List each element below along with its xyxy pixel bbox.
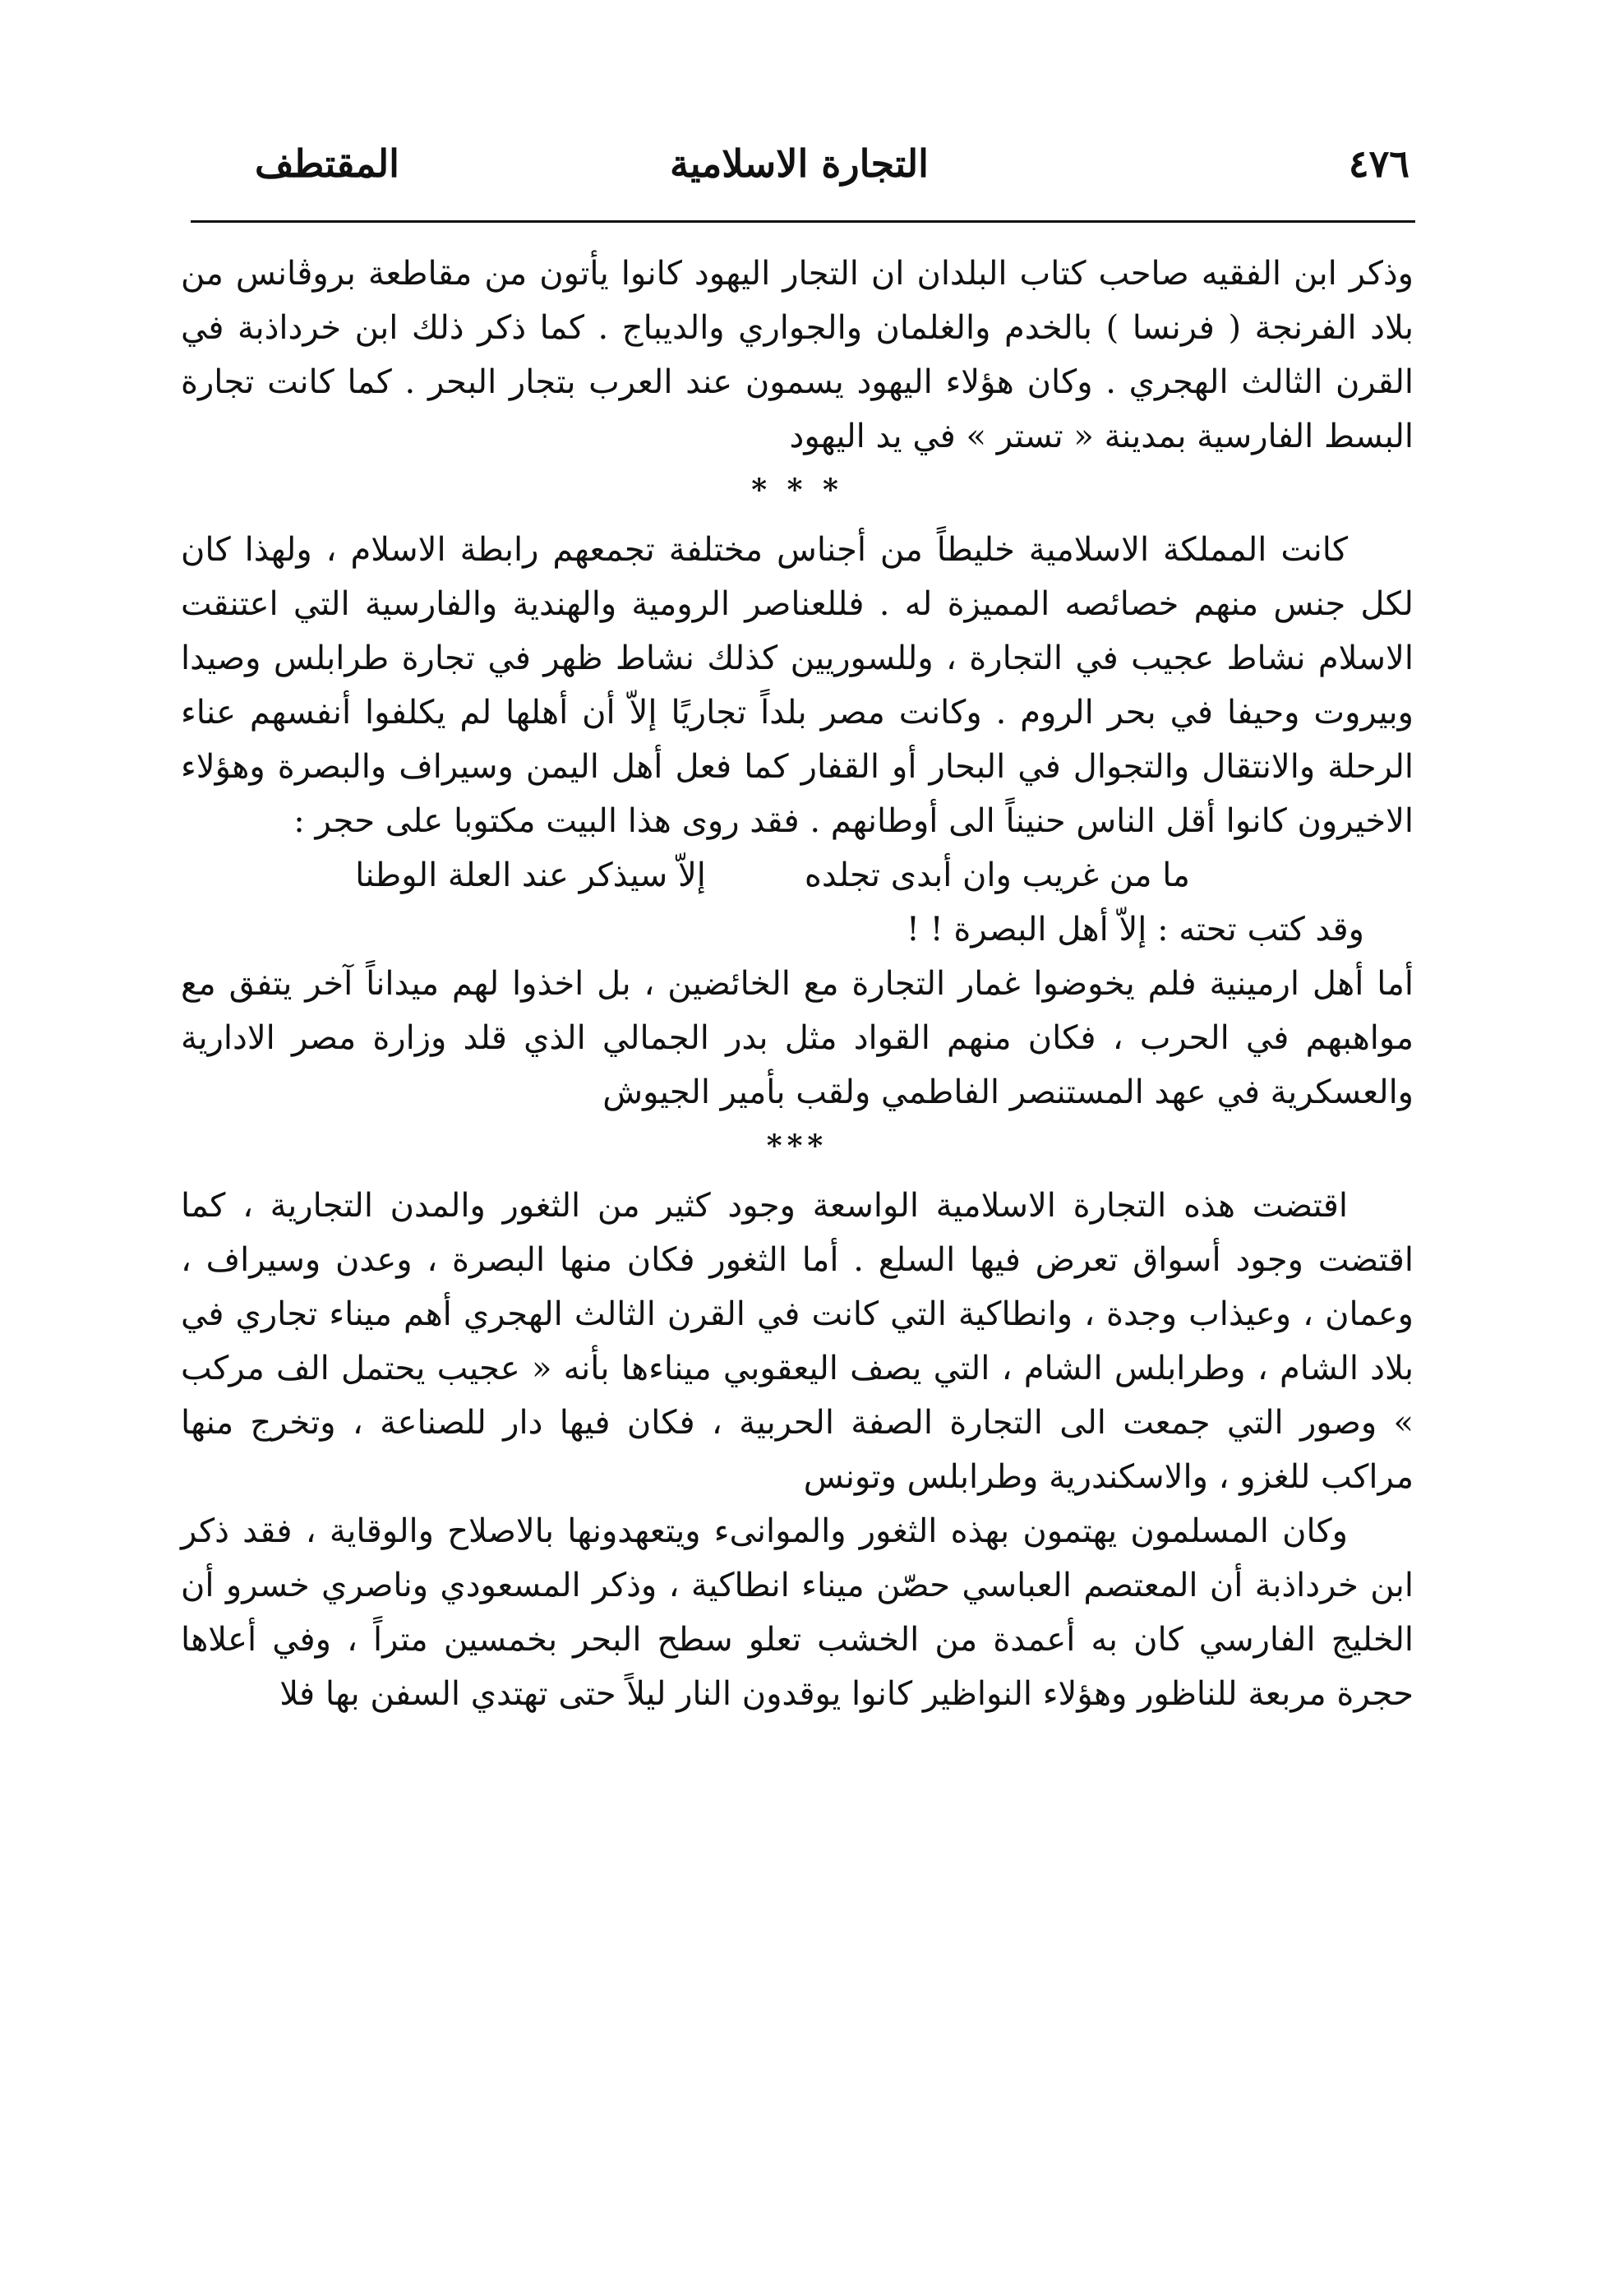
- verse-second-hemistich: إلاّ سيذكر عند العلة الوطنا: [355, 856, 706, 894]
- section-separator: * * *: [751, 473, 843, 507]
- page-header: [189, 141, 1409, 207]
- poem-verse: [181, 848, 1414, 902]
- running-title: التجارة الاسلامية: [670, 141, 929, 186]
- journal-name: المقتطف: [255, 141, 399, 186]
- verse-first-hemistich: ما من غريب وان أبدى تجلده: [804, 856, 1190, 894]
- article-body: [181, 247, 1414, 1721]
- header-divider: [191, 220, 1415, 223]
- verse-caption: وقد كتب تحته : إلاّ أهل البصرة ! !: [906, 911, 1364, 949]
- paragraph-armenians: أما أهل ارمينية فلم يخوضوا غمار التجارة مع الخائضين ، بل اخذوا لهم ميداناً آخر يتفق مع مواهبهم في الحرب ، فكان منهم القواد مثل بدر الجمالي الذي قلد وزارة مصر الادارية والعسكرية في عهد المستنصر الفاطمي ولقب بأمير الجيوش: [181, 965, 1414, 1111]
- paragraph-ports: اقتضت هذه التجارة الاسلامية الواسعة وجود كثير من الثغور والمدن التجارية ، كما اقتضت وجود أسواق تعرض فيها السلع . أما الثغور فكان منها البصرة ، وعدن وسيراف ، وعمان ، وعيذاب وجدة ، وانطاكية التي كانت في القرن الثالث الهجري أهم ميناء تجاري في بلاد الشام ، وطرابلس الشام ، التي يصف اليعقوبي ميناءها بأنه « عجيب يحتمل الف مركب » وصور التي جمعت الى التجارة الصفة الحربية ، فكان فيها دار للصناعة ، وتخرج منها مراكب للغزو ، والاسكندرية وطرابلس وتونس: [181, 1187, 1414, 1496]
- section-separator: ***: [766, 1129, 828, 1163]
- paragraph-ethnic-groups: كانت المملكة الاسلامية خليطاً من أجناس مختلفة تجمعهم رابطة الاسلام ، ولهذا كان لكل جنس منهم خصائصه المميزة له . فللعناصر الرومية والهندية والفارسية التي اعتنقت الاسلام نشاط عجيب في التجارة ، وللسوريين كذلك نشاط ظهر في تجارة طرابلس وصيدا وبيروت وحيفا في بحر الروم . وكانت مصر بلداً تجاريًا إلاّ أن أهلها لم يكلفوا أنفسهم عناء الرحلة والانتقال والتجوال في البحار أو القفار كما فعل أهل اليمن وسيراف والبصرة وهؤلاء الاخيرون كانوا أقل الناس حنيناً الى أوطانهم . فقد روى هذا البيت مكتوبا على حجر :: [181, 531, 1414, 840]
- page-number: ٤٧٦: [1348, 141, 1409, 186]
- paragraph-jewish-merchants: وذكر ابن الفقيه صاحب كتاب البلدان ان التجار اليهود كانوا يأتون من مقاطعة بروڤانس من بلاد الفرنجة ( فرنسا ) بالخدم والغلمان والجواري والديباج . كما ذكر ذلك ابن خرداذبة في القرن الثالث الهجري . وكان هؤلاء اليهود يسمون عند العرب بتجار البحر . كما كانت تجارة البسط الفارسية بمدينة « تستر » في يد اليهود: [181, 255, 1414, 455]
- paragraph-port-maintenance: وكان المسلمون يهتمون بهذه الثغور والموانىء ويتعهدونها بالاصلاح والوقاية ، فقد ذكر ابن خرداذبة أن المعتصم العباسي حصّن ميناء انطاكية ، وذكر المسعودي وناصري خسرو أن الخليج الفارسي كان به أعمدة من الخشب تعلو سطح البحر بخمسين متراً ، وفي أعلاها حجرة مربعة للناظور وهؤلاء النواظير كانوا يوقدون النار ليلاً حتى تهتدي السفن بها فلا: [181, 1512, 1414, 1713]
